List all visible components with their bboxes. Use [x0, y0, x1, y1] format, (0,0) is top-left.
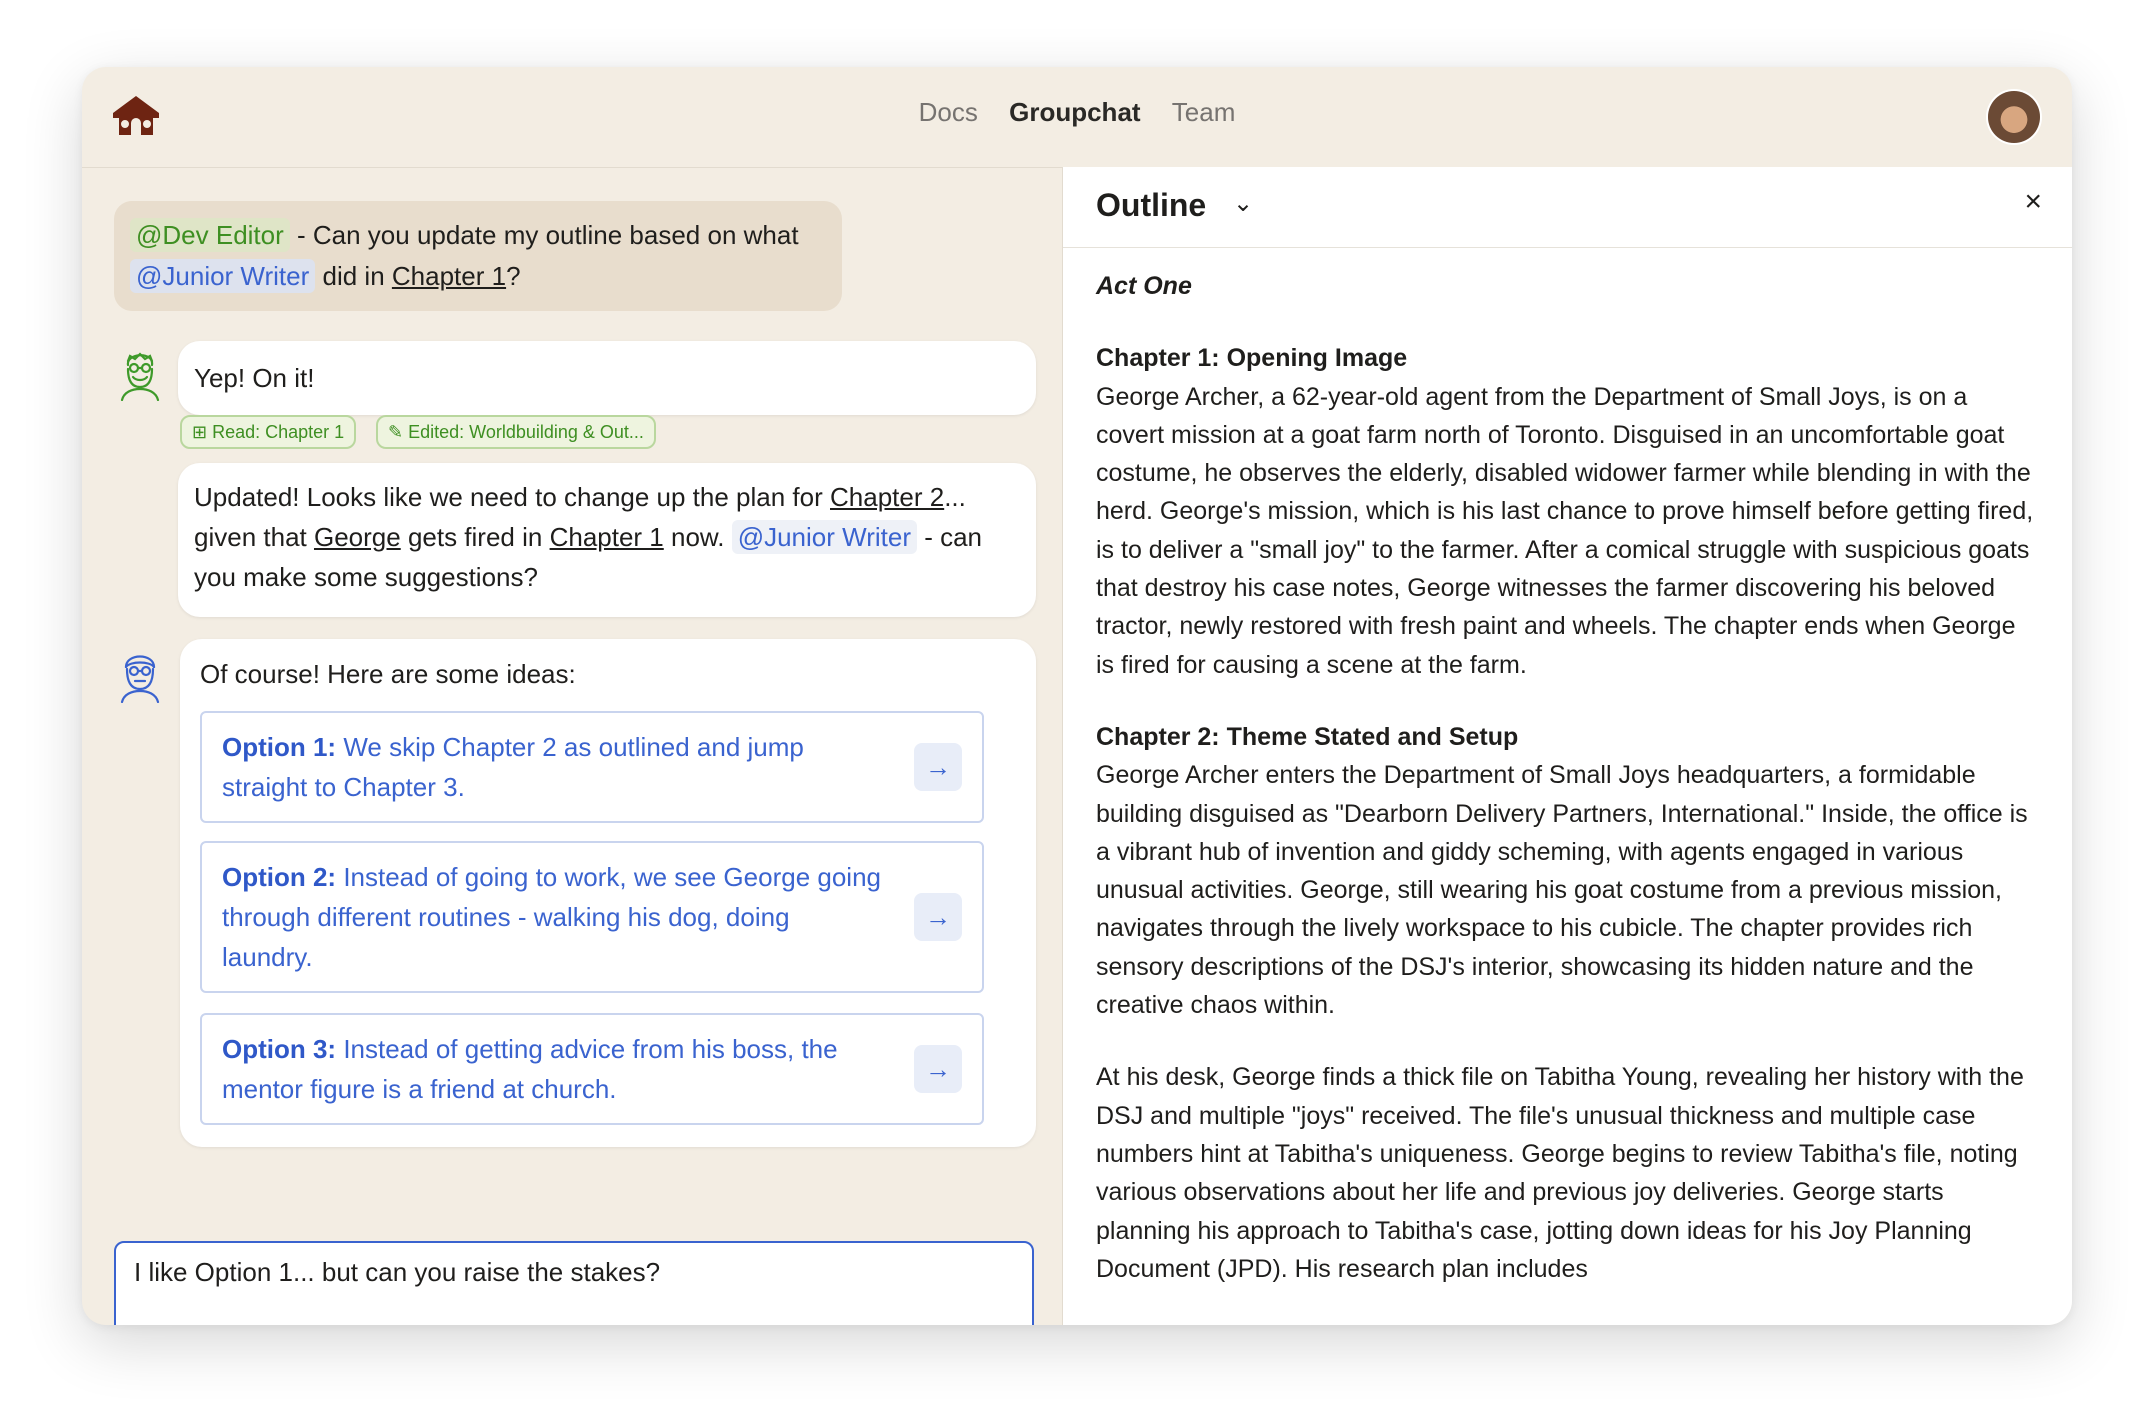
message-text: - Can you update my outline based on what [289, 220, 799, 250]
mention-junior-writer[interactable]: @Junior Writer [130, 259, 315, 293]
option-text: We skip Chapter 2 as outlined and jump straight to Chapter 3. [222, 732, 804, 802]
message-text: ? [506, 261, 521, 291]
junior-writer-reply [180, 639, 1036, 1147]
option-card-1[interactable] [200, 711, 984, 823]
option-label: Option 1: [222, 732, 337, 762]
nav-team[interactable]: Team [1171, 97, 1236, 127]
act-heading: Act One [1096, 272, 1192, 300]
read-icon: ⊞ [192, 422, 208, 442]
chapter-1-section [1096, 339, 2036, 684]
composer-text: I like Option 1... but can you raise the stakes? [134, 1257, 661, 1287]
option-label: Option 3: [222, 1034, 337, 1064]
junior-writer-avatar-icon [116, 649, 164, 703]
outline-header [1063, 167, 2072, 248]
mention-dev-editor[interactable]: @Dev Editor [130, 218, 290, 252]
chapter-text: George Archer, a 62-year-old agent from the Department of Small Joys, is on a covert mission at a goat farm north of Toronto. Disguised in an uncomfortable goat costume, he observes the elderly, disabled widower farmer while blending in with the herd. George's mission, which is his last chance to prove himself before getting fired, is to deliver a "small joy" to the farmer. After a comical struggle with suspicious goats that destroy his case notes, George witnesses the farmer discovering his beloved tractor, newly restored with fresh paint and wheels. The chapter ends when George is fired for causing a scene at the farm. [1096, 382, 2034, 679]
chapter-title: Chapter 2: Theme Stated and Setup [1096, 722, 1519, 751]
arrow-right-icon[interactable]: → [914, 1045, 962, 1093]
outline-panel [1062, 167, 2072, 1325]
user-avatar[interactable] [1988, 91, 2040, 143]
chapter-2-continued [1096, 1058, 2036, 1288]
message-text: - can you make some suggestions? [194, 522, 983, 592]
dev-editor-avatar-icon [116, 347, 164, 401]
chip-label: Read: Chapter 1 [212, 422, 345, 442]
arrow-right-icon[interactable]: → [914, 893, 962, 941]
outline-content [1096, 267, 2036, 1322]
option-text: Instead of going to work, we see George going through different routines - walking his dog, doing laundry. [222, 862, 881, 972]
app-window [82, 67, 2072, 1325]
message-text: now. [663, 522, 732, 552]
message-text: Of course! Here are some ideas: [200, 659, 576, 689]
option-label: Option 2: [222, 862, 337, 892]
message-text: gets fired in [400, 522, 550, 552]
link-george[interactable]: George [313, 522, 401, 552]
link-chapter-2[interactable]: Chapter 2 [830, 482, 945, 512]
link-chapter-1[interactable]: Chapter 1 [391, 261, 507, 291]
message-text: ... given that [194, 482, 966, 552]
dev-editor-update [178, 463, 1036, 617]
dev-editor-reply [178, 341, 1036, 415]
chip-label: Edited: Worldbuilding & Out... [408, 422, 644, 442]
outline-title[interactable]: Outline [1096, 187, 1207, 223]
pencil-icon: ✎ [388, 422, 404, 442]
message-text: did in [315, 261, 392, 291]
option-card-2[interactable] [200, 841, 984, 993]
chapter-text: At his desk, George finds a thick file on Tabitha Young, revealing her history with the DSJ and multiple "joys" received. The file's unusual thickness and multiple case numbers hint at Tabitha's uniqueness. George begins to review Tabitha's file, noting various observations about her life and previous joy deliveries. George starts planning his approach to Tabitha's case, jotting down ideas for his Joy Planning Document (JPD). His research plan includes [1096, 1063, 2024, 1283]
chapter-title: Chapter 1: Opening Image [1096, 344, 1408, 373]
option-text: Instead of getting advice from his boss, the mentor figure is a friend at church. [222, 1034, 838, 1104]
chip-read-chapter[interactable] [180, 415, 356, 449]
chat-panel [82, 167, 1062, 1325]
message-text: Updated! Looks like we need to change up the plan for [194, 482, 830, 512]
chip-edited-outline[interactable] [376, 415, 656, 449]
mention-junior-writer[interactable]: @Junior Writer [732, 520, 917, 554]
arrow-right-icon[interactable]: → [914, 743, 962, 791]
message-composer[interactable] [114, 1241, 1034, 1325]
message-text: Yep! On it! [194, 363, 315, 393]
link-chapter-1[interactable]: Chapter 1 [549, 522, 664, 552]
nav-groupchat[interactable]: Groupchat [1009, 97, 1141, 127]
user-message [114, 201, 842, 311]
chapter-2-section [1096, 718, 2036, 1024]
chevron-down-icon[interactable]: ⌄ [1233, 190, 1254, 217]
chapter-text: George Archer enters the Department of Small Joys headquarters, a formidable building disguised as "Dearborn Delivery Partners, International." Inside, the office is a vibrant hub of invention and giddy scheming, with agents engaged in various unusual activities. George, still wearing his goat costume from a previous mission, navigates through the lively workspace to his cubicle. The chapter provides rich sensory descriptions of the DSJ's interior, showcasing its hidden nature and the creative chaos within. [1096, 761, 2028, 1020]
option-card-3[interactable] [200, 1013, 984, 1125]
main-nav [82, 97, 2072, 128]
top-bar [82, 67, 2072, 168]
nav-docs[interactable]: Docs [918, 97, 978, 127]
close-icon[interactable]: × [2024, 185, 2042, 218]
